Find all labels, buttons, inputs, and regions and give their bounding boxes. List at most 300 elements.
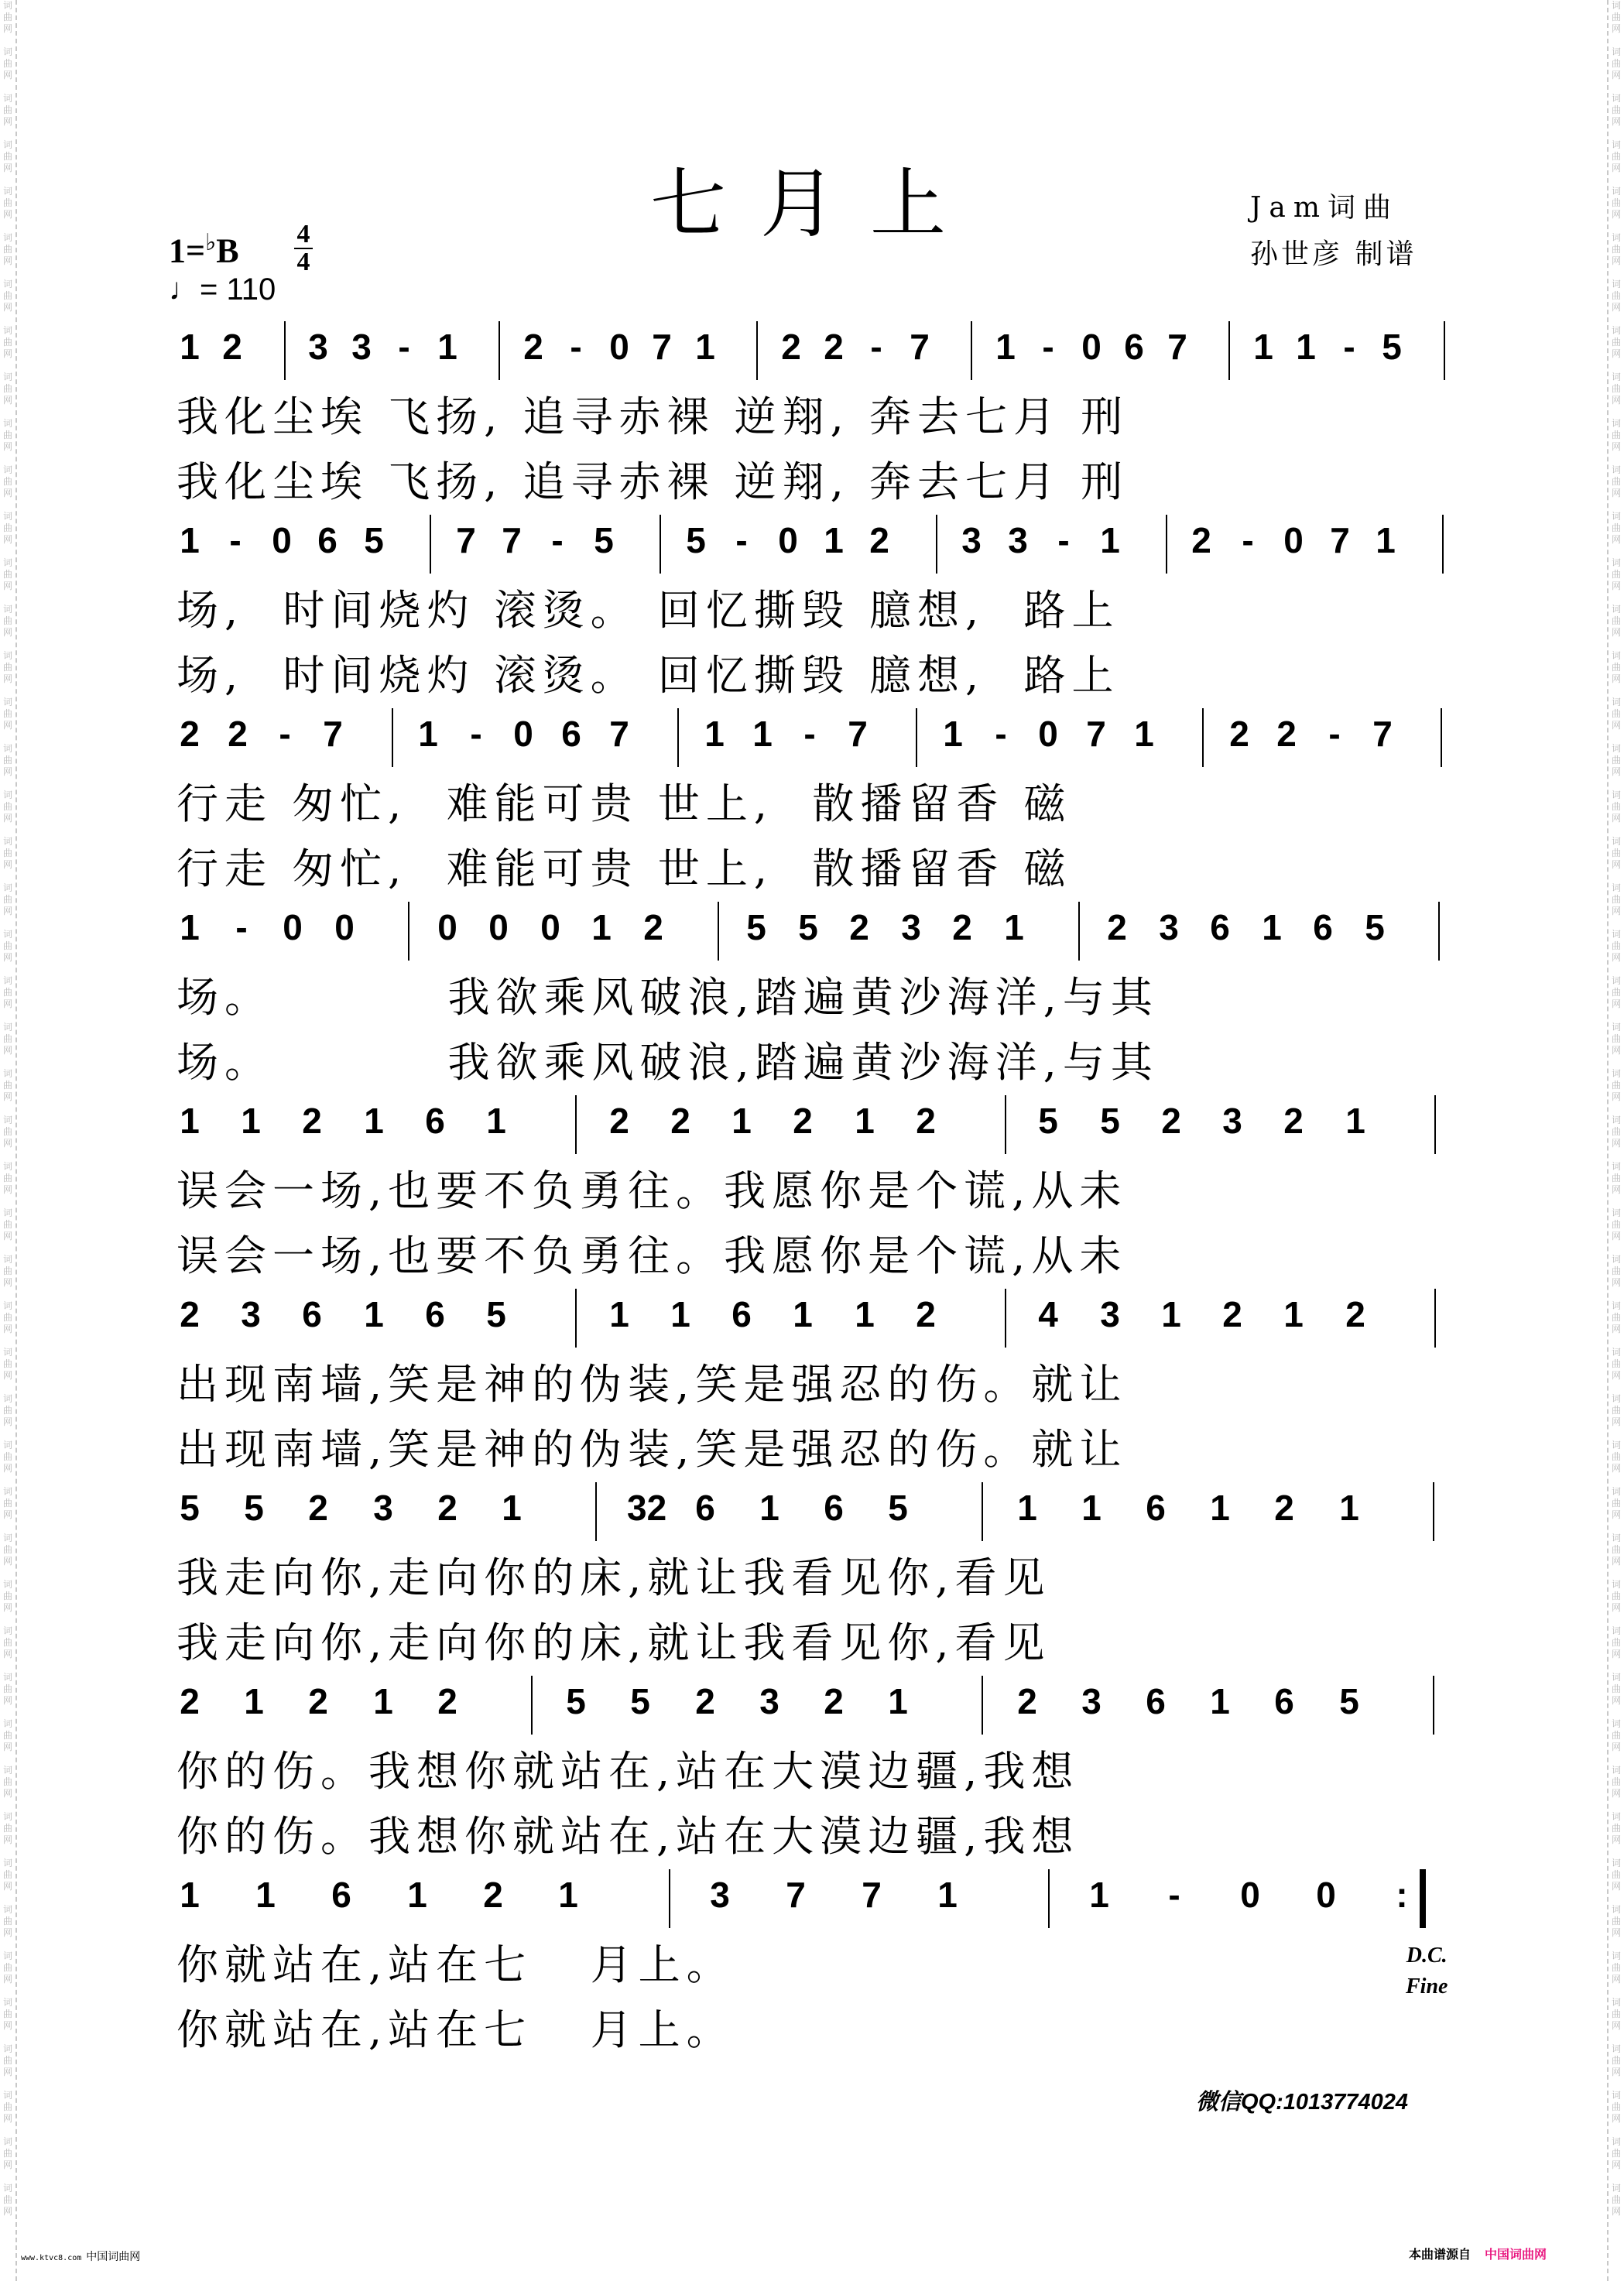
bar-line [575, 1289, 577, 1348]
note: 5 [1382, 327, 1402, 367]
bar-line [1228, 321, 1230, 380]
score-system [176, 1095, 1465, 1289]
note: 0 [1081, 327, 1102, 367]
note: 0 [283, 907, 303, 947]
watermark-gap [0, 778, 15, 789]
watermark-char: 词 [2, 975, 12, 986]
watermark-char: 词 [1611, 1579, 1621, 1590]
note: 3 [710, 1875, 730, 1915]
watermark-char: 网 [2, 906, 12, 916]
watermark-char: 曲 [1611, 1544, 1621, 1555]
note: 7 [456, 520, 476, 560]
watermark-char: 曲 [1611, 1823, 1621, 1834]
watermark-char: 曲 [1611, 848, 1621, 858]
watermark-char: 曲 [1611, 12, 1621, 22]
watermark-gap [1609, 453, 1624, 464]
watermark-char: 词 [1611, 1997, 1621, 2008]
score-system [176, 902, 1465, 1095]
note: 5 [594, 520, 614, 560]
watermark-gap [1609, 964, 1624, 975]
watermark-char: 曲 [2, 1405, 12, 1416]
watermark-gap [1609, 174, 1624, 186]
watermark-char: 网 [1611, 1463, 1621, 1474]
watermark-char: 词 [1611, 1393, 1621, 1404]
watermark-char: 曲 [2, 104, 12, 115]
watermark-char: 网 [2, 1091, 12, 1102]
lyrics-verse-2: 出现南墙,笑是神的伪装,笑是强忍的伤。就让 [176, 1425, 1128, 1474]
watermark-char: 词 [1611, 1533, 1621, 1543]
watermark-char: 网 [2, 1370, 12, 1381]
note: 1 [995, 327, 1016, 367]
watermark-char: 曲 [1611, 1683, 1621, 1694]
transcriber-credit: 孙世彦 制谱 [1250, 238, 1417, 270]
note: 6 [425, 1294, 445, 1334]
watermark-char: 词 [1611, 1625, 1621, 1636]
time-signature [294, 220, 313, 276]
watermark-gap [1609, 360, 1624, 372]
watermark-gap [0, 1382, 15, 1393]
watermark-char: 网 [2, 581, 12, 591]
notation-line [176, 1095, 1465, 1159]
watermark-char: 词 [1611, 1904, 1621, 1915]
note: 7 [1167, 327, 1187, 367]
watermark-char: 词 [2, 1022, 12, 1033]
watermark-char: 曲 [2, 337, 12, 348]
watermark-gap [1609, 1149, 1624, 1161]
watermark-gap [0, 2078, 15, 2090]
watermark-char: 曲 [1611, 1126, 1621, 1137]
bar-line [936, 515, 937, 574]
note: 1 [888, 1681, 908, 1721]
watermark-char: 网 [2, 395, 12, 406]
watermark-char: 曲 [1611, 1591, 1621, 1601]
watermark-gap [0, 499, 15, 511]
watermark-char: 曲 [2, 1219, 12, 1230]
watermark-char: 词 [1611, 2043, 1621, 2054]
bar-line [284, 321, 286, 380]
watermark-char: 词 [1611, 2090, 1621, 2101]
note: 2 [180, 714, 200, 754]
note: 5 [486, 1294, 506, 1334]
note: 2 [1276, 714, 1297, 754]
extension-dash: - [1057, 520, 1070, 560]
watermark-char: 网 [1611, 1974, 1621, 1985]
watermark-char: 词 [1611, 1161, 1621, 1172]
watermark-char: 词 [2, 1300, 12, 1311]
watermark-char: 网 [2, 1974, 12, 1985]
note: 2 [609, 1101, 629, 1141]
note: 1 [855, 1101, 875, 1141]
watermark-char: 曲 [2, 1962, 12, 1973]
watermark-gap [1609, 1289, 1624, 1300]
notation-line [176, 708, 1465, 772]
watermark-char: 词 [2, 836, 12, 847]
watermark-char: 网 [1611, 488, 1621, 498]
note: 1 [1134, 714, 1154, 754]
watermark-char: 网 [2, 163, 12, 173]
note: 1 [752, 714, 773, 754]
site-url[interactable]: www.ktvc8.com [21, 2254, 82, 2262]
score-system [176, 515, 1465, 708]
watermark-char: 网 [1611, 395, 1621, 406]
watermark-char: 网 [1611, 952, 1621, 963]
note: 2 [952, 907, 972, 947]
note: 1 [1081, 1488, 1102, 1528]
note: 0 [609, 327, 629, 367]
note: 1 [364, 1101, 384, 1141]
note: 5 [746, 907, 766, 947]
watermark-gap [0, 1242, 15, 1254]
note: 2 [1191, 520, 1211, 560]
note: 1 [855, 1294, 875, 1334]
watermark-char: 曲 [1611, 708, 1621, 719]
watermark-gap [0, 917, 15, 929]
note: 6 [317, 520, 337, 560]
note: 2 [824, 1681, 844, 1721]
watermark-char: 曲 [2, 151, 12, 162]
watermark-char: 网 [1611, 1370, 1621, 1381]
watermark-char: 曲 [1611, 1219, 1621, 1230]
watermark-char: 网 [1611, 348, 1621, 359]
note: 1 [1004, 907, 1024, 947]
watermark-char: 词 [1611, 93, 1621, 104]
watermark-char: 网 [1611, 859, 1621, 870]
watermark-gap [1609, 1335, 1624, 1347]
note: 7 [910, 327, 930, 367]
watermark-char: 词 [1611, 743, 1621, 754]
watermark-char: 网 [1611, 23, 1621, 34]
extension-dash: - [1168, 1875, 1180, 1915]
watermark-char: 曲 [2, 755, 12, 765]
watermark-char: 曲 [1611, 1405, 1621, 1416]
note: 2 [1274, 1488, 1294, 1528]
lyrics-verse-1: 我走向你,走向你的床,就让我看见你,看见 [176, 1553, 1051, 1602]
watermark-char: 网 [1611, 1045, 1621, 1056]
watermark-gap [0, 639, 15, 650]
watermark-gap [0, 731, 15, 743]
watermark-char: 网 [2, 1277, 12, 1288]
watermark-gap [1609, 81, 1624, 93]
watermark-gap [1609, 1567, 1624, 1579]
watermark-char: 曲 [2, 383, 12, 394]
watermark-char: 网 [1611, 1788, 1621, 1799]
note: 0 [1038, 714, 1058, 754]
note: 1 [1161, 1294, 1181, 1334]
watermark-gap [0, 1428, 15, 1440]
watermark-char: 网 [2, 1834, 12, 1845]
watermark-char: 曲 [1611, 104, 1621, 115]
watermark-char: 词 [1611, 1022, 1621, 1033]
source-brand-link[interactable]: 中国词曲网 [1485, 2247, 1547, 2262]
watermark-gap [1609, 2171, 1624, 2183]
bar-line [1441, 708, 1442, 767]
watermark-gap [0, 964, 15, 975]
watermark-char: 网 [1611, 1509, 1621, 1520]
lyrics-verse-2: 你的伤。我想你就站在,站在大漠边疆,我想 [176, 1812, 1080, 1861]
watermark-char: 曲 [2, 1033, 12, 1044]
watermark-char: 曲 [2, 569, 12, 580]
watermark-char: 词 [2, 1533, 12, 1543]
watermark-char: 曲 [1611, 2009, 1621, 2019]
watermark-gap [0, 128, 15, 139]
note: 5 [1339, 1681, 1359, 1721]
watermark-gap [0, 313, 15, 325]
note: 1 [486, 1101, 506, 1141]
watermark-gap [1609, 2032, 1624, 2043]
watermark-gap [0, 1289, 15, 1300]
watermark-char: 曲 [1611, 569, 1621, 580]
bar-line [660, 515, 661, 574]
watermark-char: 词 [2, 557, 12, 568]
lyrics-verse-2: 行走 匆忙, 难能可贵 世上, 散播留香 磁 [176, 844, 1072, 893]
watermark-gap [0, 1335, 15, 1347]
watermark-char: 词 [2, 882, 12, 893]
note: 0 [1316, 1875, 1336, 1915]
watermark-char: 网 [2, 302, 12, 313]
watermark-gap [0, 1892, 15, 1904]
note: 5 [244, 1488, 264, 1528]
watermark-char: 词 [1611, 139, 1621, 150]
note: 5 [798, 907, 818, 947]
note: 6 [1146, 1681, 1166, 1721]
watermark-gap [0, 174, 15, 186]
note: 1 [793, 1294, 813, 1334]
lyrics-verse-1: 我化尘埃 飞扬, 追寻赤裸 逆翔, 奔去七月 刑 [176, 392, 1129, 441]
watermark-gap [1609, 1057, 1624, 1068]
watermark-char: 曲 [2, 708, 12, 719]
watermark-gap [1609, 1660, 1624, 1672]
note: 3 [351, 327, 372, 367]
note: 6 [425, 1101, 445, 1141]
watermark-char: 网 [1611, 534, 1621, 545]
watermark-char: 网 [2, 209, 12, 220]
watermark-column-left [0, 0, 17, 2281]
note: 2 [1283, 1101, 1304, 1141]
watermark-char: 词 [1611, 789, 1621, 800]
note: 1 [695, 327, 715, 367]
site-link[interactable] [21, 2248, 140, 2264]
note: 2 [1222, 1294, 1242, 1334]
watermark-char: 曲 [2, 476, 12, 487]
watermark-char: 曲 [1611, 1266, 1621, 1276]
watermark-gap [0, 1567, 15, 1579]
watermark-gap [0, 2218, 15, 2229]
note: 1 [937, 1875, 958, 1915]
watermark-char: 词 [1611, 1811, 1621, 1822]
extension-dash: - [995, 714, 1007, 754]
watermark-char: 词 [1611, 697, 1621, 707]
watermark-char: 网 [1611, 1927, 1621, 1938]
lyrics-verse-1: 误会一场,也要不负勇往。我愿你是个谎,从未 [176, 1166, 1128, 1215]
note: 0 [488, 907, 509, 947]
note: 7 [323, 714, 343, 754]
note: 7 [862, 1875, 882, 1915]
note: 1 [255, 1875, 276, 1915]
note: 3 [308, 327, 328, 367]
lyrics-verse-2: 场, 时间烧灼 滚烫。 回忆撕毁 臆想, 路上 [176, 651, 1120, 700]
note: 1 [1100, 520, 1120, 560]
watermark-char: 曲 [1611, 1451, 1621, 1462]
watermark-char: 网 [1611, 1881, 1621, 1892]
watermark-char: 词 [1611, 1950, 1621, 1961]
watermark-char: 词 [2, 1440, 12, 1450]
watermark-gap [0, 2125, 15, 2136]
extension-dash: - [1042, 327, 1054, 367]
watermark-char: 网 [2, 1138, 12, 1149]
watermark-gap [0, 1939, 15, 1950]
note: 2 [695, 1681, 715, 1721]
watermark-gap [1609, 1196, 1624, 1207]
notation-line [176, 515, 1465, 578]
extension-dash: - [1328, 714, 1341, 754]
watermark-gap [1609, 267, 1624, 279]
watermark-char: 曲 [2, 244, 12, 255]
bar-line [499, 321, 500, 380]
note: 3 [961, 520, 982, 560]
note: 1 [437, 327, 457, 367]
watermark-char: 词 [2, 1347, 12, 1358]
note: 1 [731, 1101, 752, 1141]
watermark-gap [0, 1149, 15, 1161]
bar-line [677, 708, 679, 767]
watermark-char: 词 [1611, 464, 1621, 475]
watermark-char: 词 [1611, 372, 1621, 382]
watermark-char: 词 [2, 139, 12, 150]
watermark-char: 网 [1611, 441, 1621, 452]
watermark-char: 曲 [1611, 58, 1621, 69]
watermark-char: 网 [1611, 2159, 1621, 2170]
watermark-gap [0, 1800, 15, 1811]
note: 0 [272, 520, 292, 560]
watermark-char: 词 [2, 46, 12, 57]
watermark-char: 词 [2, 186, 12, 197]
watermark-char: 曲 [1611, 1962, 1621, 1973]
time-numerator: 4 [296, 220, 310, 248]
watermark-char: 词 [1611, 1858, 1621, 1868]
watermark-char: 词 [1611, 325, 1621, 336]
note: 1 [180, 907, 200, 947]
watermark-char: 网 [1611, 813, 1621, 824]
watermark-char: 词 [2, 1811, 12, 1822]
watermark-char: 词 [1611, 557, 1621, 568]
note: 2 [793, 1101, 813, 1141]
source-prefix: 本曲谱源自 [1409, 2247, 1472, 2262]
note: 2 [1229, 714, 1249, 754]
watermark-char: 曲 [1611, 801, 1621, 812]
watermark-char: 词 [1611, 650, 1621, 661]
key-signature [169, 229, 239, 271]
note: 1 [609, 1294, 629, 1334]
score-system [176, 1869, 1465, 2063]
watermark-char: 曲 [1611, 1916, 1621, 1927]
watermark-char: 词 [2, 1625, 12, 1636]
note: 2 [308, 1488, 328, 1528]
watermark-char: 曲 [1611, 1358, 1621, 1369]
note: 5 [888, 1488, 908, 1528]
note: 1 [180, 327, 200, 367]
bar-line [1434, 1289, 1436, 1348]
watermark-char: 曲 [2, 894, 12, 905]
bar-line [1438, 902, 1440, 961]
watermark-char: 词 [1611, 975, 1621, 986]
note: 1 [558, 1875, 578, 1915]
watermark-char: 曲 [1611, 940, 1621, 951]
watermark-gap [1609, 2125, 1624, 2136]
watermark-char: 网 [1611, 116, 1621, 127]
extension-dash: - [470, 714, 482, 754]
note: 1 [1345, 1101, 1365, 1141]
note: 5 [630, 1681, 650, 1721]
extension-dash: - [570, 327, 582, 367]
note: 2 [308, 1681, 328, 1721]
watermark-gap [1609, 1939, 1624, 1950]
watermark-char: 曲 [2, 1080, 12, 1091]
score-system [176, 708, 1465, 902]
note: 5 [180, 1488, 200, 1528]
watermark-char: 网 [2, 1463, 12, 1474]
watermark-char: 网 [2, 1695, 12, 1706]
watermark-char: 词 [2, 1207, 12, 1218]
watermark-gap [0, 685, 15, 697]
watermark-gap [1609, 1753, 1624, 1765]
note: 5 [1365, 907, 1385, 947]
watermark-char: 词 [1611, 1486, 1621, 1497]
watermark-char: 网 [2, 1231, 12, 1242]
watermark-char: 词 [1611, 1347, 1621, 1358]
watermark-gap [0, 824, 15, 836]
bar-line [531, 1676, 533, 1735]
watermark-char: 网 [1611, 1834, 1621, 1845]
note: 7 [652, 327, 672, 367]
watermark-gap [0, 406, 15, 418]
watermark-gap [1609, 824, 1624, 836]
bar-line [595, 1482, 597, 1541]
note: 1 [180, 520, 200, 560]
note: 5 [1100, 1101, 1120, 1141]
watermark-char: 曲 [2, 1173, 12, 1183]
watermark-char: 曲 [1611, 522, 1621, 533]
watermark-char: 词 [1611, 279, 1621, 289]
watermark-char: 曲 [1611, 337, 1621, 348]
watermark-char: 词 [1611, 46, 1621, 57]
extension-dash: - [803, 714, 816, 754]
watermark-gap [1609, 499, 1624, 511]
watermark-char: 网 [2, 673, 12, 684]
note: 5 [364, 520, 384, 560]
lyrics-verse-1: 场, 时间烧灼 滚烫。 回忆撕毁 臆想, 路上 [176, 586, 1120, 635]
note: 5 [1038, 1101, 1058, 1141]
watermark-gap [0, 453, 15, 464]
watermark-char: 曲 [2, 615, 12, 626]
note: 2 [670, 1101, 690, 1141]
watermark-char: 网 [2, 1556, 12, 1567]
watermark-gap [1609, 778, 1624, 789]
note: 3 [241, 1294, 261, 1334]
watermark-char: 曲 [2, 1126, 12, 1137]
watermark-char: 曲 [1611, 197, 1621, 208]
watermark-gap [0, 1985, 15, 1997]
watermark-char: 曲 [1611, 1637, 1621, 1648]
extension-dash: - [551, 520, 564, 560]
notation-line [176, 1676, 1465, 1739]
watermark-char: 词 [2, 93, 12, 104]
site-name: 中国词曲网 [86, 2251, 141, 2263]
watermark-char: 网 [1611, 673, 1621, 684]
watermark-char: 网 [2, 1184, 12, 1195]
watermark-char: 网 [2, 2159, 12, 2170]
watermark-char: 曲 [2, 1637, 12, 1648]
note: 32 [627, 1488, 667, 1528]
